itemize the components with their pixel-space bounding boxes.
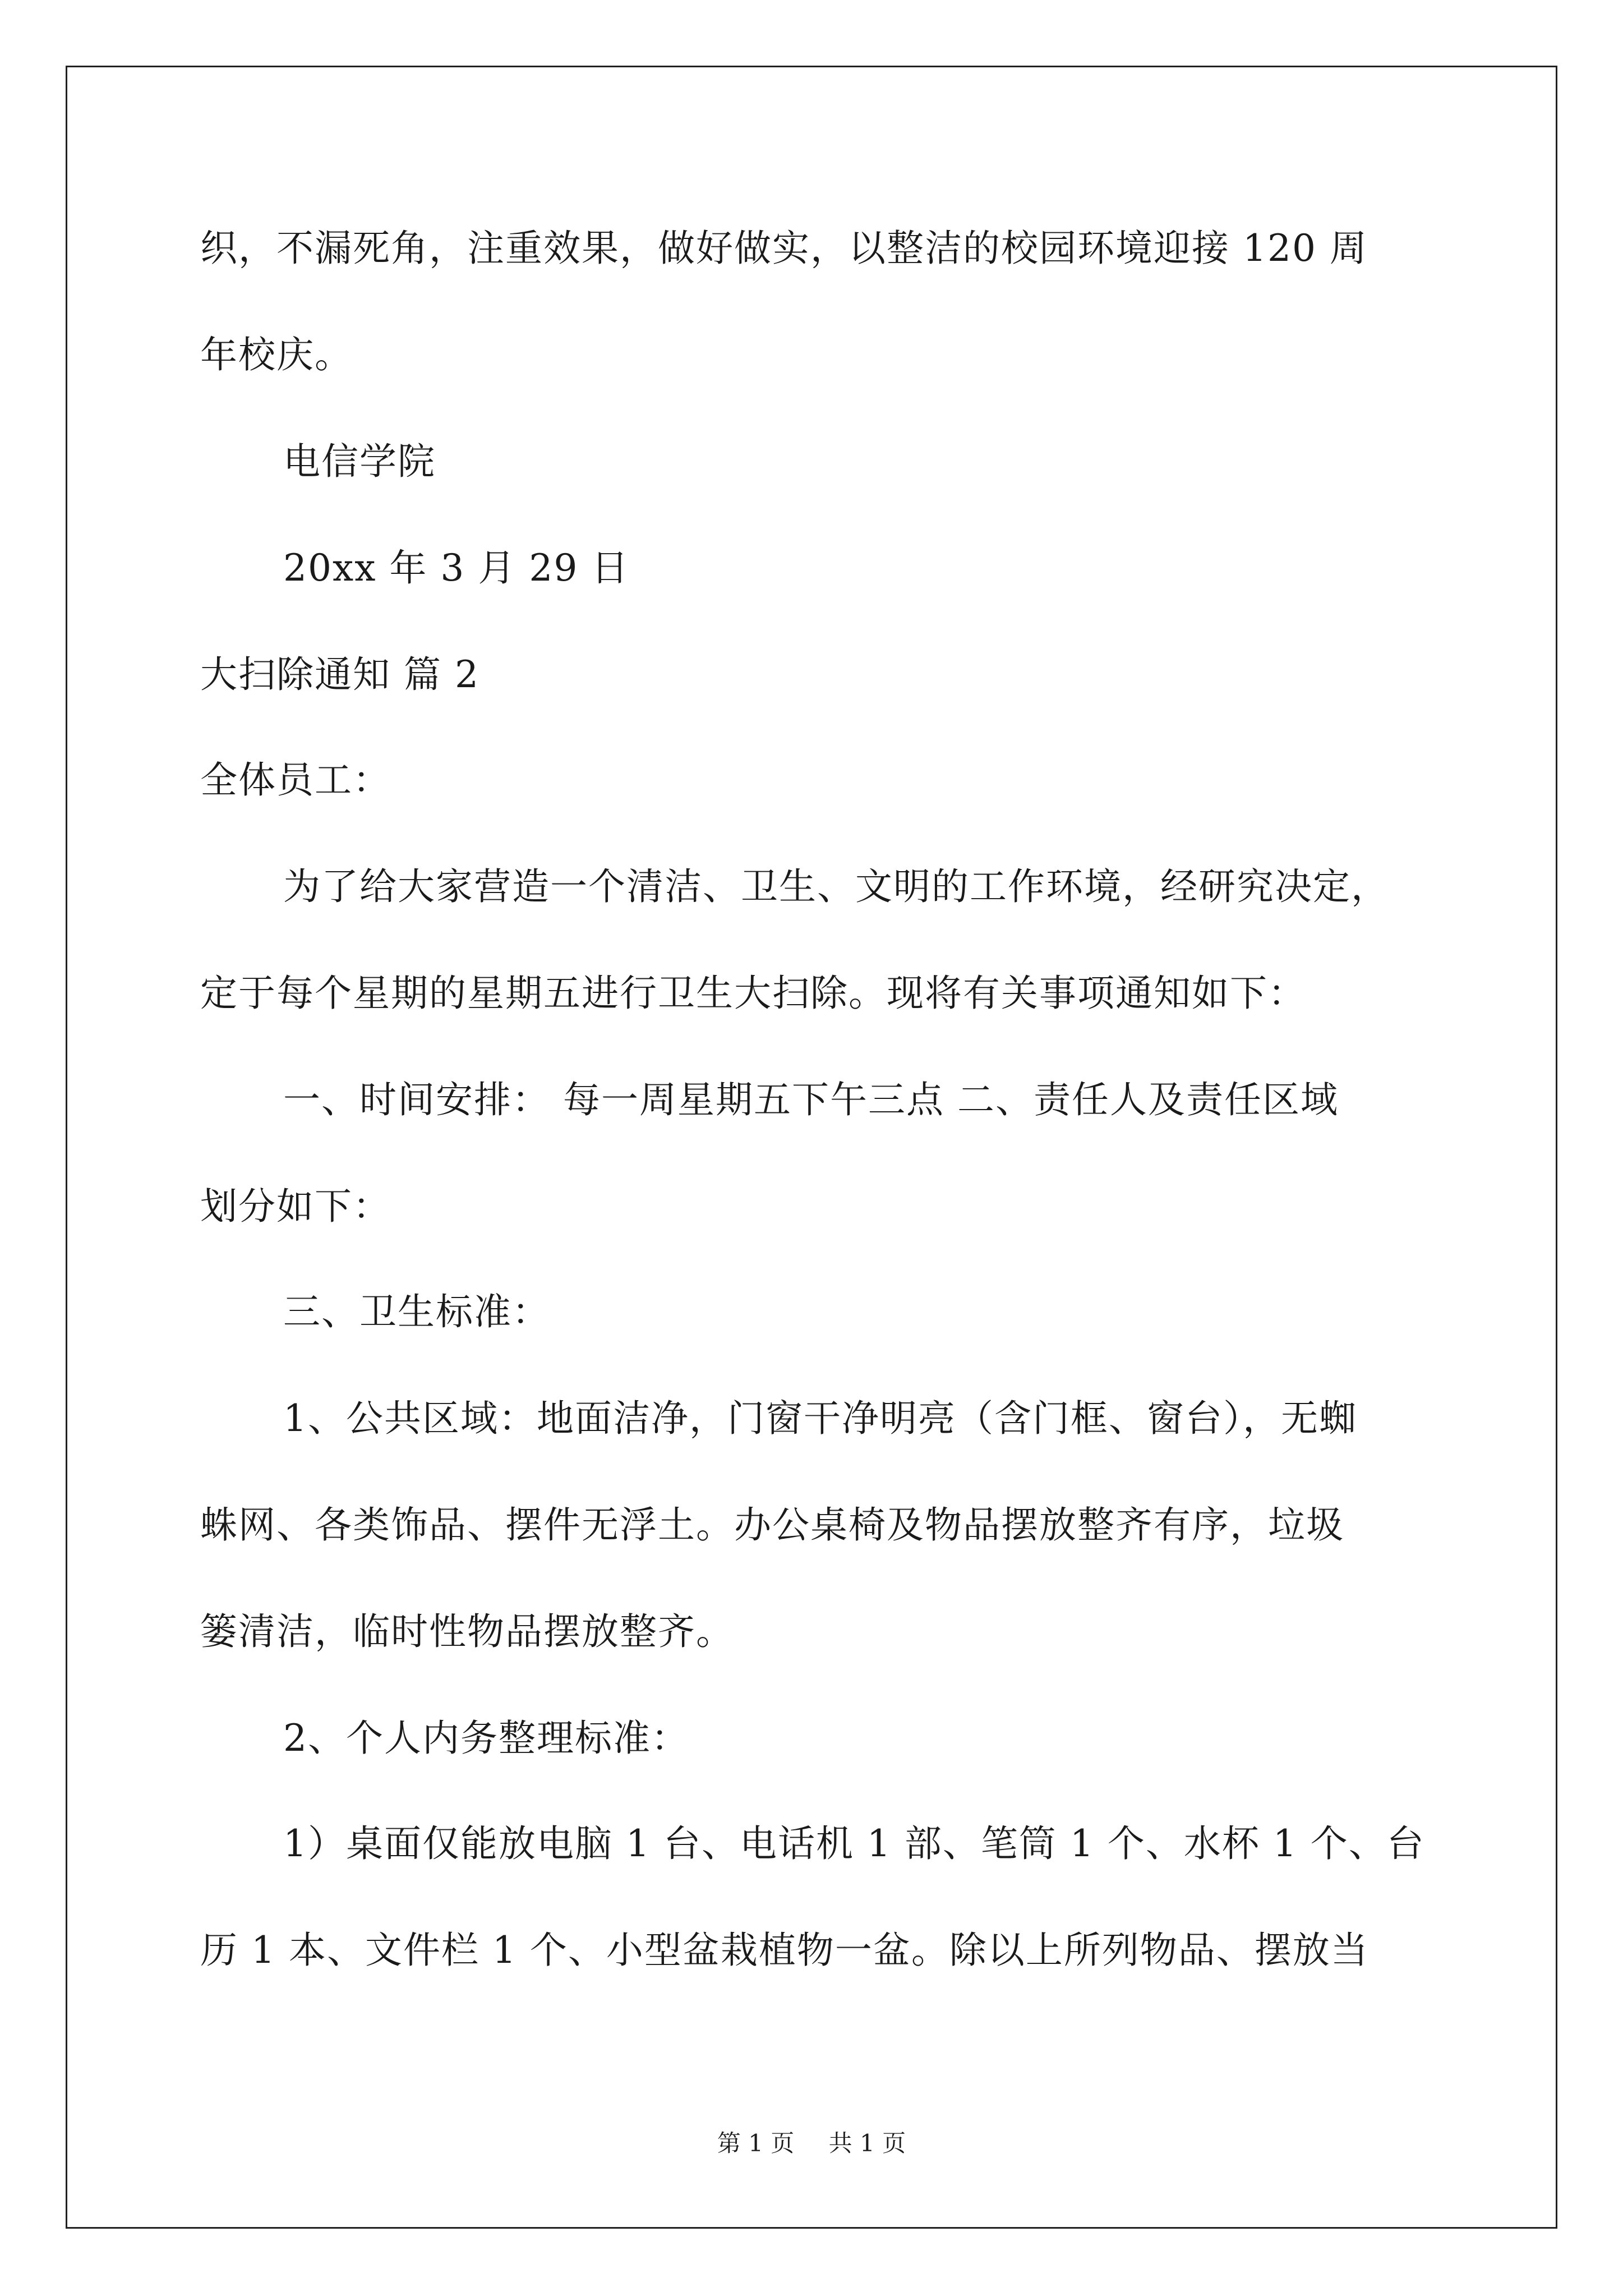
page-border: [66, 66, 1557, 2229]
paragraph-line: 织，不漏死角，注重效果，做好做实，以整洁的校园环境迎接 120 周: [200, 227, 1368, 270]
page-number: 第 1 页: [717, 2129, 795, 2157]
paragraph-line: 划分如下：: [200, 1185, 391, 1228]
paragraph-line: 2、个人内务整理标准：: [283, 1717, 689, 1760]
paragraph-line: 三、卫生标准：: [283, 1290, 550, 1333]
paragraph-line: 蛛网、各类饰品、摆件无浮土。办公桌椅及物品摆放整齐有序，垃圾: [200, 1503, 1344, 1547]
page-footer: [0, 2129, 1623, 2157]
paragraph-line: 年校庆。: [200, 333, 353, 376]
paragraph-line: 篓清洁，临时性物品摆放整齐。: [200, 1610, 734, 1653]
paragraph-line: 1）桌面仅能放电脑 1 台、电话机 1 部、笔筒 1 个、水杯 1 个、台: [283, 1822, 1425, 1865]
signature-org: 电信学院: [283, 440, 436, 483]
paragraph-line: 定于每个星期的星期五进行卫生大扫除。现将有关事项通知如下：: [200, 972, 1306, 1015]
paragraph-line: 历 1 本、文件栏 1 个、小型盆栽植物一盆。除以上所列物品、摆放当: [200, 1929, 1369, 1972]
paragraph-line: 一、时间安排： 每一周星期五下午三点 二、责任人及责任区域: [283, 1078, 1339, 1121]
section-heading: 大扫除通知 篇 2: [200, 653, 479, 696]
page-total: 共 1 页: [828, 2129, 906, 2157]
salutation: 全体员工：: [200, 758, 391, 802]
signature-date: 20xx 年 3 月 29 日: [283, 546, 630, 590]
paragraph-line: 为了给大家营造一个清洁、卫生、文明的工作环境，经研究决定，: [283, 865, 1389, 908]
paragraph-line: 1、公共区域：地面洁净，门窗干净明亮（含门框、窗台），无蜘: [283, 1397, 1357, 1440]
